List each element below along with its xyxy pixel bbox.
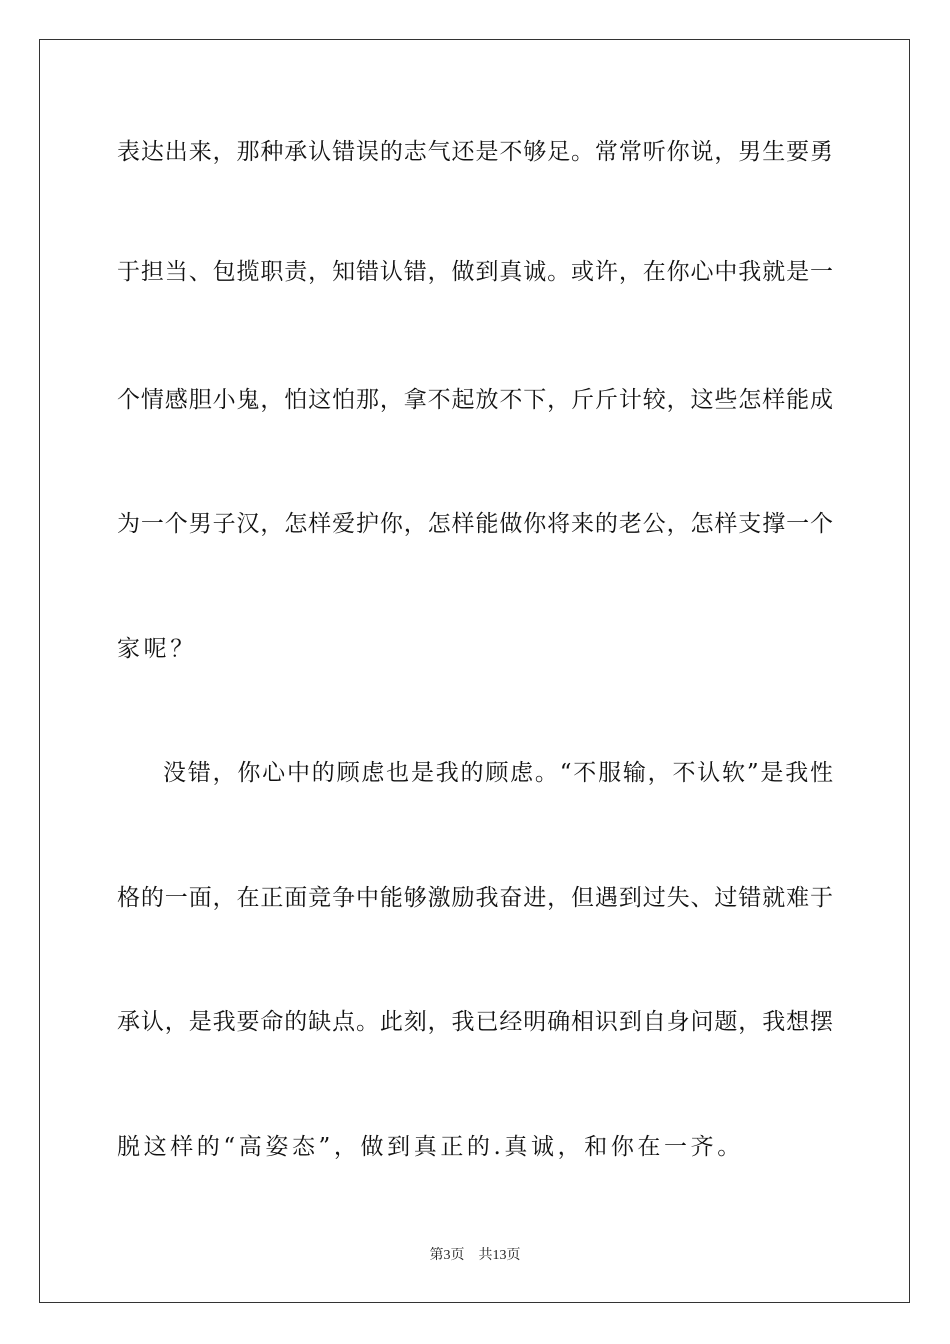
text-line: 承认，是我要命的缺点。此刻，我已经明确相识到自身问题，我想摆 (117, 1009, 833, 1035)
text-line: 家呢？ (117, 636, 197, 662)
page-footer (0, 1247, 950, 1265)
page-number: 第3页 (429, 1248, 465, 1263)
text-line: 表达出来，那种承认错误的志气还是不够足。常常听你说，男生要勇 (117, 139, 833, 165)
text-line: 于担当、包揽职责，知错认错，做到真诚。或许，在你心中我就是一 (117, 259, 833, 285)
text-line: 为一个男子汉，怎样爱护你，怎样能做你将来的老公，怎样支撑一个 (117, 511, 833, 537)
text-line: 个情感胆小鬼，怕这怕那，拿不起放不下，斤斤计较，这些怎样能成 (117, 387, 833, 413)
text-line: 脱这样的“高姿态”，做到真正的.真诚，和你在一齐。 (117, 1134, 744, 1160)
text-line: 格的一面，在正面竞争中能够激励我奋进，但遇到过失、过错就难于 (117, 885, 833, 911)
page-border (39, 39, 910, 1303)
paragraph-first-line: 没错，你心中的顾虑也是我的顾虑。“不服输，不认软”是我性 (163, 760, 833, 786)
page-total: 共13页 (478, 1248, 521, 1263)
